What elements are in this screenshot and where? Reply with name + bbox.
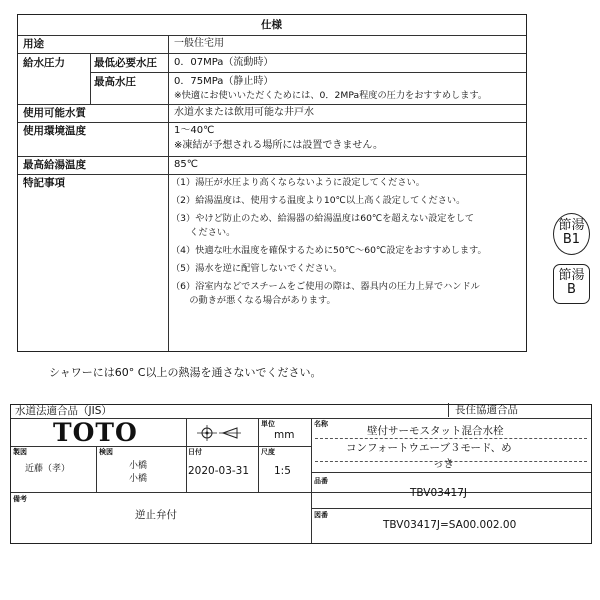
part-label: 品番 [314,477,328,485]
checked-by-1: 小橋 [129,461,148,471]
remarks-value: 逆止弁付 [135,509,177,521]
remarks-label: 備考 [13,495,27,503]
value-min-pressure: 0．07MPa（流動時） [174,57,274,68]
value-max-hot-temp: 85℃ [174,159,198,170]
badge-top-text: 節湯 [558,218,585,233]
note-item: の動きが悪くなる場合があります。 [171,295,336,306]
product-name-1: 壁付サーモスタット混合水栓 [367,425,504,437]
spec-title: 仕様 [261,19,282,31]
value-water-quality: 水道水または飲用可能な井戸水 [174,107,314,118]
title-block [10,404,592,544]
part-number: TBV03417J [410,487,467,499]
col-divider [186,418,187,492]
label-max-pressure: 最高水圧 [94,76,136,88]
row-divider [11,492,591,493]
col-divider [258,418,259,492]
shower-warning: シャワーには60° C以上の熱湯を通さないでください。 [49,366,322,379]
water-saving-badge-b1 [553,213,590,255]
label-water-quality: 使用可能水質 [23,107,86,119]
value-max-pressure: 0．75MPa（静止時） [174,76,274,87]
scale-value: 1:5 [274,465,291,477]
note-item: （2）給湯温度は、使用する温度より10℃以上高く設定してください。 [171,195,466,206]
row-divider [18,156,526,157]
right-header-cell [448,403,591,417]
note-item: （5）湯水を逆に配管しないでください。 [171,263,343,274]
note-item: （1）湯圧が水圧より高くならないように設定してください。 [171,177,425,188]
row-divider [90,72,526,73]
env-temp-note: ※凍結が予想される場所には設置できません。 [174,140,383,151]
scale-label: 尺度 [261,448,275,456]
row-divider [18,53,526,54]
note-item: （4）快適な吐水温度を確保するために50℃～60℃設定をおすすめします。 [171,245,487,256]
checked-by-2: 小橋 [129,474,148,484]
note-item: （3）やけど防止のため、給湯器の給湯温度は60℃を超えない設定をして [171,213,475,224]
note-item: （6）浴室内などでスチームをご使用の際は、器具内の圧力上昇でハンドル [171,281,480,292]
date-label: 日付 [188,448,202,456]
dashed-divider [315,438,587,439]
drawn-by: 近藤（孝） [25,464,71,474]
unit-label: 単位 [261,420,275,428]
value-usage: 一般住宅用 [174,38,224,49]
row-divider [311,508,591,509]
note-item: ください。 [171,227,236,238]
col-divider [311,418,312,543]
badge-bottom-text: B [567,282,576,297]
label-water-pressure: 給水圧力 [23,57,65,69]
label-max-hot-temp: 最高給湯温度 [23,159,86,171]
drawing-number: TBV03417J=SA00.002.00 [383,519,517,531]
left-header: 水道法適合品（JIS） [15,405,112,417]
badge-bottom-text: B1 [562,232,581,247]
label-usage: 用途 [23,38,44,50]
unit-value: mm [274,429,295,441]
row-divider [18,104,526,105]
projection-symbol-icon [197,425,243,441]
col-divider [168,35,169,351]
value-env-temp: 1～40℃ [174,125,215,136]
row-divider [18,35,526,36]
water-saving-badge-b [553,264,590,304]
pressure-note: ※快適にお使いいただくためには、0．2MPa程度の圧力をおすすめします。 [174,90,488,101]
product-name-3: っき [433,458,454,470]
drawn-label: 製図 [13,448,27,456]
col-divider [96,446,97,492]
label-notes: 特記事項 [23,177,65,189]
badge-top-text: 節湯 [558,268,585,283]
product-name-2: コンフォートウエーブ３モード、め [346,442,512,454]
row-divider [18,174,526,175]
right-header: 長住協適合品 [455,404,518,416]
toto-logo: TOTO [53,418,138,447]
spec-table [17,14,527,352]
date-value: 2020-03-31 [188,465,250,477]
row-divider [311,472,591,473]
name-label: 名称 [314,420,328,428]
checked-label: 検図 [99,448,113,456]
label-env-temp: 使用環境温度 [23,125,86,137]
drawing-label: 図番 [314,511,328,519]
col-divider [90,53,91,104]
row-divider [18,122,526,123]
label-min-pressure: 最低必要水圧 [94,57,157,69]
